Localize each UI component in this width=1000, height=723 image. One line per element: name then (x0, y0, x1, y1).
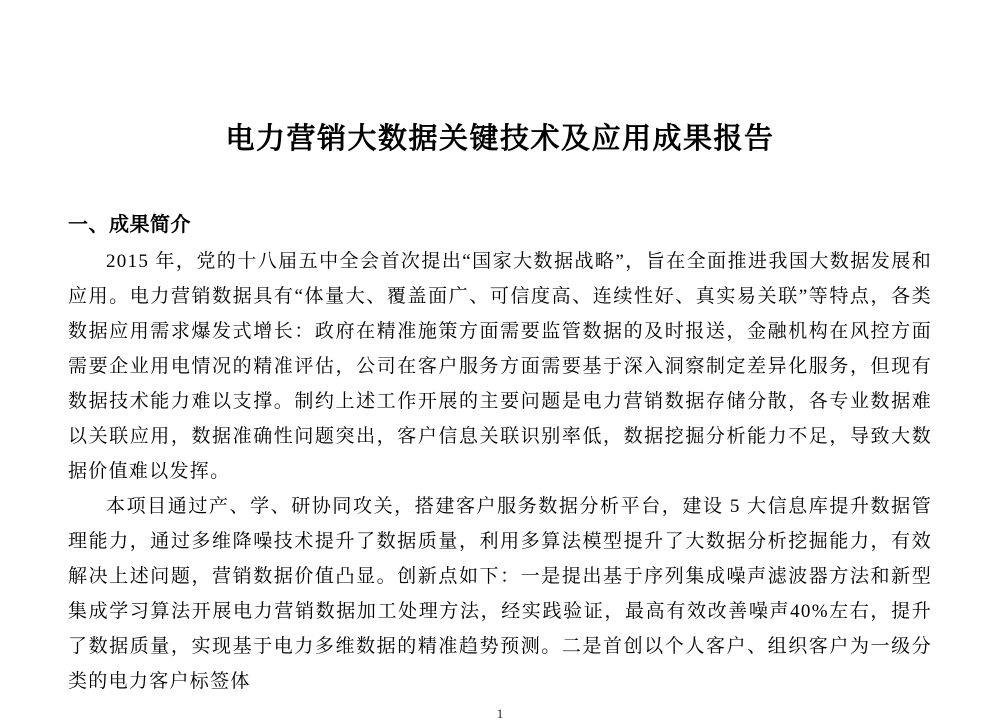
page-number: 1 (496, 706, 504, 721)
section-heading: 一、成果简介 (68, 214, 191, 236)
document-title: 电力营销大数据关键技术及应用成果报告 (225, 123, 775, 155)
paragraph: 本项目通过产、学、研协同攻关，搭建客户服务数据分析平台，建设 5 大信息库提升数据管理能力，通过多维降噪技术提升了数据质量，利用多算法模型提升了大数据分析挖掘能力，有效解决上述问题，营销数据价值凸显。创新点如下：一是提出基于序列集成噪声滤波器方法和新型集成学习算法开展电力营销数据加工处理方法，经实践验证，最高有效改善噪声40%左右，提升了数据质量，实现基于电力多维数据的精准趋势预测。二是首创以个人客户、组织客户为一级分类的电力客户标签体 (68, 496, 932, 692)
paragraph: 2015 年，党的十八届五中全会首次提出“国家大数据战略”，旨在全面推进我国大数据发展和应用。电力营销数据具有“体量大、覆盖面广、可信度高、连续性好、真实易关联”等特点，各类数据应用需求爆发式增长：政府在精准施策方面需要监管数据的及时报送，金融机构在风控方面需要企业用电情况的精准评估，公司在客户服务方面需要基于深入洞察制定差异化服务，但现有数据技术能力难以支撑。制约上述工作开展的主要问题是电力营销数据存储分散，各专业数据难以关联应用，数据准确性问题突出，客户信息关联识别率低，数据挖掘分析能力不足，导致大数据价值难以发挥。 (68, 251, 932, 482)
